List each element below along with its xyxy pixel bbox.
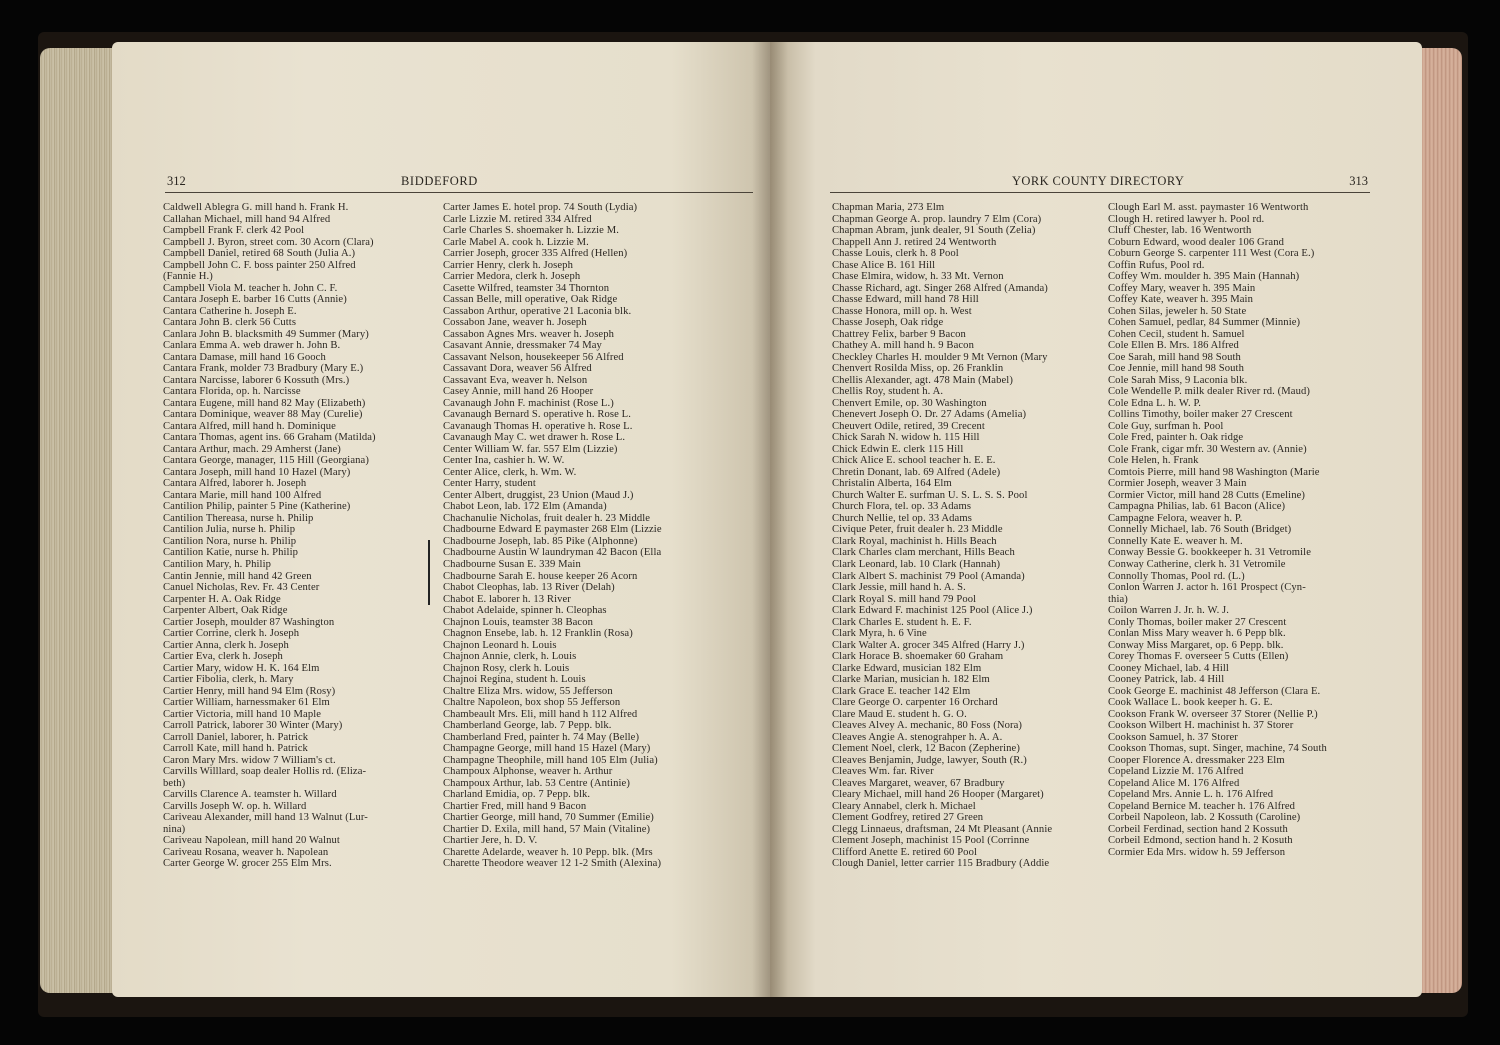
directory-entry: Cassabon Arthur, operative 21 Laconia blk. <box>443 305 632 317</box>
directory-entry: Connolly Thomas, Pool rd. (L.) <box>1108 570 1245 582</box>
directory-entry: Campbell Viola M. teacher h. John C. F. <box>163 282 338 294</box>
directory-entry: Cohen Samuel, pedlar, 84 Summer (Minnie) <box>1108 317 1301 329</box>
directory-entry: Carrier Henry, clerk h. Joseph <box>443 259 573 271</box>
directory-entry: beth) <box>163 777 186 789</box>
directory-entry: Chasse Richard, agt. Singer 268 Alfred (Amanda) <box>832 282 1048 294</box>
directory-entry: Carrier Medora, clerk h. Joseph <box>443 271 581 283</box>
directory-entry: Christalin Alberta, 164 Elm <box>832 478 952 490</box>
directory-entry: Chamberland Fred, painter h. 74 May (Belle) <box>443 731 640 743</box>
directory-entry: Cossabon Jane, weaver h. Joseph <box>443 317 587 329</box>
directory-entry: Caldwell Ablegra G. mill hand h. Frank H. <box>163 202 349 213</box>
book-spine <box>752 42 788 997</box>
directory-entry: Coffey Mary, weaver h. 395 Main <box>1108 282 1256 294</box>
directory-entry: Church Walter E. surfman U. S. L. S. S. Pool <box>832 489 1028 501</box>
directory-entry: Center Alice, clerk, h. Wm. W. <box>443 466 577 478</box>
directory-entry: Campagna Philias, lab. 61 Bacon (Alice) <box>1108 501 1286 513</box>
directory-entry: Chamberland George, lab. 7 Pepp. blk. <box>443 720 612 732</box>
right-page-column-2 <box>1108 202 1372 858</box>
directory-entry: Chabot Cleophas, lab. 13 River (Delah) <box>443 582 615 594</box>
directory-entry: Cavanaugh John F. machinist (Rose L.) <box>443 397 614 409</box>
directory-entry: Chick Alice E. school teacher h. E. E. <box>832 455 996 467</box>
directory-entry: Cleaves Margaret, weaver, 67 Bradbury <box>832 777 1005 789</box>
directory-entry: Chathey A. mill hand h. 9 Bacon <box>832 340 974 352</box>
directory-entry: Checkley Charles H. moulder 9 Mt Vernon (Mary <box>832 351 1048 363</box>
directory-entry: Chick Edwin E. clerk 115 Hill <box>832 443 964 455</box>
directory-entry: Canlara John B. blacksmith 49 Summer (Mary) <box>163 328 369 340</box>
directory-entry: Corbeil Edmond, section hand h. 2 Kosuth <box>1108 835 1293 847</box>
directory-entry: Conlon Warren J. actor h. 161 Prospect (Cyn- <box>1108 582 1306 594</box>
directory-entry: Cookson Frank W. overseer 37 Storer (Nellie P.) <box>1108 708 1318 720</box>
directory-entry: Chapman Maria, 273 Elm <box>832 202 945 213</box>
left-page-number: 312 <box>167 174 186 188</box>
directory-entry: Clare George O. carpenter 16 Orchard <box>832 697 998 709</box>
directory-entry: Cole Ellen B. Mrs. 186 Alfred <box>1108 340 1239 352</box>
directory-entry: Cormier Victor, mill hand 28 Cutts (Emeline) <box>1108 489 1306 501</box>
directory-entry: Casavant Annie, dressmaker 74 May <box>443 340 602 352</box>
directory-entry: Cantilion Philip, painter 5 Pine (Katherine) <box>163 501 351 513</box>
directory-entry: Chapman George A. prop. laundry 7 Elm (Cora) <box>832 213 1042 225</box>
directory-entry: Corbeil Ferdinad, section hand 2 Kossuth <box>1108 823 1288 835</box>
directory-entry: Charland Emidia, op. 7 Pepp. blk. <box>443 789 591 801</box>
directory-entry: Cavanaugh Bernard S. operative h. Rose L. <box>443 409 631 421</box>
directory-entry: Cleaves Wm. far. River <box>832 766 934 778</box>
directory-entry: Coffin Rufus, Pool rd. <box>1108 259 1205 271</box>
directory-entry: Chadbourne Susan E. 339 Main <box>443 558 581 570</box>
directory-entry: Collins Timothy, boiler maker 27 Crescent <box>1108 409 1293 421</box>
directory-entry: Carle Lizzie M. retired 334 Alfred <box>443 213 592 225</box>
directory-entry: Chagnon Ensebe, lab. h. 12 Franklin (Rosa) <box>443 628 633 640</box>
directory-entry: Cantara Alfred, mill hand h. Dominique <box>163 420 336 432</box>
directory-entry: Cartier William, harnessmaker 61 Elm <box>163 697 330 709</box>
directory-entry: Cantilion Nora, nurse h. Philip <box>163 535 297 547</box>
directory-entry: Cookson Samuel, h. 37 Storer <box>1108 731 1238 743</box>
directory-entry: Cassavant Dora, weaver 56 Alfred <box>443 363 592 375</box>
directory-entry: Carle Charles S. shoemaker h. Lizzie M. <box>443 225 619 237</box>
directory-entry: Campbell John C. F. boss painter 250 Alfred <box>163 259 356 271</box>
directory-entry: Carpenter Albert, Oak Ridge <box>163 605 288 617</box>
directory-entry: Cariveau Alexander, mill hand 13 Walnut (Lur- <box>163 812 368 824</box>
directory-entry: Clegg Linnaeus, draftsman, 24 Mt Pleasant (Annie <box>832 823 1053 835</box>
directory-entry: Cartier Henry, mill hand 94 Elm (Rosy) <box>163 685 336 697</box>
directory-entry: Clark Horace B. shoemaker 60 Graham <box>832 651 1004 663</box>
directory-entry: Cantara Catherine h. Joseph E. <box>163 305 297 317</box>
directory-entry: Conway Catherine, clerk h. 31 Vetromile <box>1108 558 1286 570</box>
directory-entry: Carvills Clarence A. teamster h. Willard <box>163 789 337 801</box>
directory-entry: Cole Sarah Miss, 9 Laconia blk. <box>1108 374 1248 386</box>
directory-entry: Chajnon Annie, clerk, h. Louis <box>443 651 577 663</box>
directory-entry: Carter George W. grocer 255 Elm Mrs. <box>163 858 332 870</box>
directory-entry: Carrier Joseph, grocer 335 Alfred (Hellen) <box>443 248 628 260</box>
directory-entry: Charette Adelarde, weaver h. 10 Pepp. blk. (Mrs <box>443 846 653 858</box>
directory-entry: Cartier Fibolia, clerk, h. Mary <box>163 674 294 686</box>
directory-entry: Chellis Roy, student h. A. <box>832 386 944 398</box>
directory-entry: Civique Peter, fruit dealer h. 23 Middle <box>832 524 1003 536</box>
directory-entry: Clement Joseph, machinist 15 Pool (Corrinne <box>832 835 1030 847</box>
directory-entry: Chajnon Leonard h. Louis <box>443 639 557 651</box>
directory-entry: Clement Noel, clerk, 12 Bacon (Zepherine) <box>832 743 1020 755</box>
directory-entry: Clark Royal, machinist h. Hills Beach <box>832 535 997 547</box>
directory-entry: Cantara Narcisse, laborer 6 Kossuth (Mrs.) <box>163 374 350 386</box>
directory-entry: Chadbourne Austin W laundryman 42 Bacon (Ella <box>443 547 662 559</box>
directory-entry: Center Albert, druggist, 23 Union (Maud J.) <box>443 489 634 501</box>
directory-entry: Carroll Daniel, laborer, h. Patrick <box>163 731 309 743</box>
directory-entry: Cartier Joseph, moulder 87 Washington <box>163 616 335 628</box>
directory-entry: Cartier Corrine, clerk h. Joseph <box>163 628 300 640</box>
directory-entry: Chick Sarah N. widow h. 115 Hill <box>832 432 980 444</box>
directory-entry: Chasse Edward, mill hand 78 Hill <box>832 294 979 306</box>
directory-entry: Campbell Frank F. clerk 42 Pool <box>163 225 305 237</box>
directory-entry: Chaltre Napoleon, box shop 55 Jefferson <box>443 697 621 709</box>
directory-entry: Church Nellie, tel op. 33 Adams <box>832 512 972 524</box>
directory-entry: Cantara Arthur, mach. 29 Amherst (Jane) <box>163 443 341 455</box>
directory-entry: Chasse Honora, mill op. h. West <box>832 305 972 317</box>
directory-entry: Coe Jennie, mill hand 98 South <box>1108 363 1245 375</box>
directory-entry: Cantara Joseph E. barber 16 Cutts (Annie) <box>163 294 347 306</box>
directory-entry: Cole Guy, surfman h. Pool <box>1108 420 1224 432</box>
directory-entry: Chapman Abram, junk dealer, 91 South (Zelia) <box>832 225 1036 237</box>
directory-entry: Chattrey Felix, barber 9 Bacon <box>832 328 966 340</box>
directory-entry: Chenvert Emile, op. 30 Washington <box>832 397 987 409</box>
directory-entry: Cleaves Benjamin, Judge, lawyer, South (R.) <box>832 754 1027 766</box>
directory-entry: Chachanulie Nicholas, fruit dealer h. 23 Middle <box>443 512 651 524</box>
right-page-column-1 <box>832 202 1104 870</box>
directory-entry: Chajnoi Regina, student h. Louis <box>443 674 586 686</box>
directory-entry: Corey Thomas F. overseer 5 Cutts (Ellen) <box>1108 651 1289 663</box>
directory-entry: Carroll Patrick, laborer 30 Winter (Mary) <box>163 720 343 732</box>
directory-entry: Chenevert Joseph O. Dr. 27 Adams (Amelia) <box>832 409 1027 421</box>
directory-entry: Chretin Donant, lab. 69 Alfred (Adele) <box>832 466 1001 478</box>
directory-entry: Chartier D. Exila, mill hand, 57 Main (Vitaline) <box>443 823 651 835</box>
directory-entry: Coffey Wm. moulder h. 395 Main (Hannah) <box>1108 271 1300 283</box>
directory-entry: Cartier Anna, clerk h. Joseph <box>163 639 289 651</box>
directory-entry: Chartier Jere, h. D. V. <box>443 835 538 847</box>
directory-entry: Clark Jessie, mill hand h. A. S. <box>832 582 966 594</box>
directory-entry: thia) <box>1108 593 1128 605</box>
directory-entry: Cantara Dominique, weaver 88 May (Curelie) <box>163 409 363 421</box>
directory-entry: Chartier George, mill hand, 70 Summer (Emilie) <box>443 812 654 824</box>
directory-entry: Cole Edna L. h. W. P. <box>1108 397 1202 409</box>
directory-entry: Cooney Patrick, lab. 4 Hill <box>1108 674 1225 686</box>
directory-entry: Clough Earl M. asst. paymaster 16 Wentworth <box>1108 202 1309 213</box>
directory-entry: Copeland Bernice M. teacher h. 176 Alfred <box>1108 800 1296 812</box>
directory-entry: Coburn George S. carpenter 111 West (Cora E.) <box>1108 248 1315 260</box>
directory-entry: Chajnon Rosy, clerk h. Louis <box>443 662 570 674</box>
directory-entry: Canuel Nicholas, Rev. Fr. 43 Center <box>163 582 320 594</box>
directory-entry: Cartier Mary, widow H. K. 164 Elm <box>163 662 320 674</box>
directory-entry: Conly Thomas, boiler maker 27 Crescent <box>1108 616 1287 628</box>
directory-entry: Cleaves Alvey A. mechanic, 80 Foss (Nora) <box>832 720 1023 732</box>
directory-entry: Chadbourne Joseph, lab. 85 Pike (Alphonne) <box>443 535 638 547</box>
directory-entry: Cartier Victoria, mill hand 10 Maple <box>163 708 322 720</box>
directory-entry: Center Ina, cashier h. W. W. <box>443 455 565 467</box>
directory-entry: Cantilion Mary, h. Philip <box>163 558 272 570</box>
directory-entry: Caron Mary Mrs. widow 7 William's ct. <box>163 754 336 766</box>
directory-entry: Copeland Mrs. Annie L. h. 176 Alfred <box>1108 789 1274 801</box>
directory-entry: Cassavant Eva, weaver h. Nelson <box>443 374 588 386</box>
directory-entry: Coburn Edward, wood dealer 106 Grand <box>1108 236 1284 248</box>
directory-entry: Cantara Alfred, laborer h. Joseph <box>163 478 307 490</box>
directory-entry: Cartier Eva, clerk h. Joseph <box>163 651 283 663</box>
directory-entry: Clark Leonard, lab. 10 Clark (Hannah) <box>832 558 1001 570</box>
directory-entry: Chabot E. laborer h. 13 River <box>443 593 571 605</box>
directory-entry: Clifford Anette E. retired 60 Pool <box>832 846 978 858</box>
directory-entry: Chasse Joseph, Oak ridge <box>832 317 944 329</box>
directory-entry: Cassavant Nelson, housekeeper 56 Alfred <box>443 351 624 363</box>
directory-entry: Cleaves Angie A. stenograhper h. A. A. <box>832 731 1003 743</box>
directory-entry: Cooney Michael, lab. 4 Hill <box>1108 662 1229 674</box>
directory-entry: Connelly Michael, lab. 76 South (Bridget) <box>1108 524 1292 536</box>
directory-entry: Chaltre Eliza Mrs. widow, 55 Jefferson <box>443 685 613 697</box>
directory-entry: Cantilion Thereasa, nurse h. Philip <box>163 512 314 524</box>
directory-entry: Conlan Miss Mary weaver h. 6 Pepp blk. <box>1108 628 1286 640</box>
directory-entry: Carle Mabel A. cook h. Lizzie M. <box>443 236 589 248</box>
directory-entry: Charette Theodore weaver 12 1-2 Smith (Alexina) <box>443 858 662 870</box>
directory-entry: Clare Maud E. student h. G. O. <box>832 708 967 720</box>
directory-entry: Chabot Leon, lab. 172 Elm (Amanda) <box>443 501 607 513</box>
marginal-rule <box>428 540 430 605</box>
directory-entry: Chenvert Rosilda Miss, op. 26 Franklin <box>832 363 1004 375</box>
directory-entry: Cantara Florida, op. h. Narcisse <box>163 386 301 398</box>
directory-entry: Carvills Willlard, soap dealer Hollis rd. (Eliza- <box>163 766 367 778</box>
directory-entry: Cormier Joseph, weaver 3 Main <box>1108 478 1247 490</box>
directory-entry: Coe Sarah, mill hand 98 South <box>1108 351 1241 363</box>
directory-entry: Carvills Joseph W. op. h. Willard <box>163 800 307 812</box>
directory-entry: Canlara Emma A. web drawer h. John B. <box>163 340 341 352</box>
directory-entry: Cluff Chester, lab. 16 Wentworth <box>1108 225 1252 237</box>
directory-entry: Cohen Silas, jeweler h. 50 State <box>1108 305 1247 317</box>
directory-entry: Cassabon Agnes Mrs. weaver h. Joseph <box>443 328 615 340</box>
directory-entry: Cantara George, manager, 115 Hill (Georgiana) <box>163 455 369 467</box>
directory-entry: Cantara Frank, molder 73 Bradbury (Mary E.) <box>163 363 364 375</box>
directory-entry: Church Flora, tel. op. 33 Adams <box>832 501 972 513</box>
directory-entry: (Fannie H.) <box>163 271 213 283</box>
directory-entry: Carter James E. hotel prop. 74 South (Lydia) <box>443 202 638 213</box>
directory-entry: Copeland Lizzie M. 176 Alfred <box>1108 766 1244 778</box>
directory-entry: Coilon Warren J. Jr. h. W. J. <box>1108 605 1230 617</box>
directory-entry: Chambeault Mrs. Eli, mill hand h 112 Alfred <box>443 708 638 720</box>
directory-entry: Clarke Edward, musician 182 Elm <box>832 662 982 674</box>
directory-entry: Cariveau Rosana, weaver h. Napolean <box>163 846 329 858</box>
right-page-number: 313 <box>1349 174 1368 188</box>
directory-entry: Conway Bessie G. bookkeeper h. 31 Vetromile <box>1108 547 1311 559</box>
directory-entry: Campbell Daniel, retired 68 South (Julia A.) <box>163 248 356 260</box>
directory-entry: Campbell J. Byron, street com. 30 Acorn (Clara) <box>163 236 374 248</box>
directory-entry: Chase Elmira, widow, h. 33 Mt. Vernon <box>832 271 1004 283</box>
directory-entry: Clark Charles E. student h. E. F. <box>832 616 972 628</box>
directory-entry: Clough H. retired lawyer h. Pool rd. <box>1108 213 1265 225</box>
directory-entry: Cleary Michael, mill hand 26 Hooper (Margaret) <box>832 789 1044 801</box>
directory-entry: Chabot Adelaide, spinner h. Cleophas <box>443 605 607 617</box>
directory-entry: Casette Wilfred, teamster 34 Thornton <box>443 282 610 294</box>
directory-entry: Carroll Kate, mill hand h. Patrick <box>163 743 308 755</box>
directory-entry: Cook George E. machinist 48 Jefferson (Clara E. <box>1108 685 1321 697</box>
directory-entry: Copeland Alice M. 176 Alfred <box>1108 777 1240 789</box>
directory-entry: Cantara John B. clerk 56 Cutts <box>163 317 297 329</box>
directory-entry: Cole Fred, painter h. Oak ridge <box>1108 432 1244 444</box>
directory-entry: Clark Albert S. machinist 79 Pool (Amanda) <box>832 570 1025 582</box>
directory-entry: Cavanaugh Thomas H. operative h. Rose L. <box>443 420 633 432</box>
directory-entry: Cookson Thomas, supt. Singer, machine, 74 South <box>1108 743 1327 755</box>
directory-entry: Callahan Michael, mill hand 94 Alfred <box>163 213 331 225</box>
directory-entry: Clark Charles clam merchant, Hills Beach <box>832 547 1015 559</box>
directory-entry: Cantilion Julia, nurse h. Philip <box>163 524 296 536</box>
directory-entry: Cole Helen, h. Frank <box>1108 455 1199 467</box>
directory-entry: Cohen Cecil, student h. Samuel <box>1108 328 1245 340</box>
directory-entry: Carpenter H. A. Oak Ridge <box>163 593 281 605</box>
directory-entry: Comtois Pierre, mill hand 98 Washington (Marie <box>1108 466 1320 478</box>
directory-entry: Cole Frank, cigar mfr. 30 Western av. (Annie) <box>1108 443 1307 455</box>
directory-entry: Cantilion Katie, nurse h. Philip <box>163 547 299 559</box>
directory-entry: nina) <box>163 823 186 835</box>
page-edges-left <box>40 48 122 993</box>
directory-entry: Clarke Marian, musician h. 182 Elm <box>832 674 990 686</box>
directory-entry: Cantara Thomas, agent ins. 66 Graham (Matilda) <box>163 432 376 444</box>
directory-entry: Champoux Arthur, lab. 53 Centre (Antinie) <box>443 777 630 789</box>
directory-entry: Cleary Annabel, clerk h. Michael <box>832 800 976 812</box>
directory-entry: Cassan Belle, mill operative, Oak Ridge <box>443 294 618 306</box>
right-page-header <box>830 172 1370 193</box>
directory-entry: Chasse Louis, clerk h. 8 Pool <box>832 248 959 260</box>
directory-entry: Corbeil Napoleon, lab. 2 Kossuth (Caroline) <box>1108 812 1301 824</box>
directory-entry: Cole Wendelle P. milk dealer River rd. (Maud) <box>1108 386 1311 398</box>
directory-entry: Cavanaugh May C. wet drawer h. Rose L. <box>443 432 626 444</box>
directory-entry: Center William W. far. 557 Elm (Lizzie) <box>443 443 618 455</box>
directory-entry: Champoux Alphonse, weaver h. Arthur <box>443 766 613 778</box>
left-page-column-1 <box>163 202 433 870</box>
directory-entry: Cook Wallace L. book keeper h. G. E. <box>1108 697 1273 709</box>
directory-entry: Clough Daniel, letter carrier 115 Bradbury (Addie <box>832 858 1050 870</box>
directory-entry: Cantara Damase, mill hand 16 Gooch <box>163 351 326 363</box>
directory-entry: Cantara Eugene, mill hand 82 May (Elizabeth) <box>163 397 366 409</box>
directory-entry: Clark Grace E. teacher 142 Elm <box>832 685 971 697</box>
directory-entry: Clark Royal S. mill hand 79 Pool <box>832 593 977 605</box>
directory-entry: Clark Edward F. machinist 125 Pool (Alice J.) <box>832 605 1033 617</box>
directory-entry: Chase Alice B. 161 Hill <box>832 259 936 271</box>
directory-entry: Conway Miss Margaret, op. 6 Pepp. blk. <box>1108 639 1284 651</box>
directory-entry: Casey Annie, mill hand 26 Hooper <box>443 386 594 398</box>
directory-entry: Champagne George, mill hand 15 Hazel (Mary) <box>443 743 651 755</box>
left-page-header <box>165 172 753 193</box>
directory-entry: Cormier Eda Mrs. widow h. 59 Jefferson <box>1108 846 1286 858</box>
directory-entry: Cantara Joseph, mill hand 10 Hazel (Mary) <box>163 466 351 478</box>
directory-entry: Cantara Marie, mill hand 100 Alfred <box>163 489 322 501</box>
directory-entry: Cantin Jennie, mill hand 42 Green <box>163 570 312 582</box>
directory-entry: Campagne Felora, weaver h. P. <box>1108 512 1243 524</box>
left-page-column-2 <box>443 202 713 870</box>
directory-entry: Clark Myra, h. 6 Vine <box>832 628 927 640</box>
directory-entry: Coffey Kate, weaver h. 395 Main <box>1108 294 1253 306</box>
left-running-head: BIDDEFORD <box>401 174 478 188</box>
directory-entry: Cariveau Napolean, mill hand 20 Walnut <box>163 835 340 847</box>
directory-entry: Cooper Florence A. dressmaker 223 Elm <box>1108 754 1285 766</box>
directory-entry: Chadbourne Edward E paymaster 268 Elm (Lizzie <box>443 524 662 536</box>
directory-entry: Chartier Fred, mill hand 9 Bacon <box>443 800 587 812</box>
directory-entry: Chajnon Louis, teamster 38 Bacon <box>443 616 594 628</box>
directory-entry: Champagne Theophile, mill hand 105 Elm (Julia) <box>443 754 658 766</box>
directory-entry: Chappell Ann J. retired 24 Wentworth <box>832 236 997 248</box>
directory-entry: Connelly Kate E. weaver h. M. <box>1108 535 1243 547</box>
directory-entry: Cheuvert Odile, retired, 39 Crecent <box>832 420 985 432</box>
right-running-head: YORK COUNTY DIRECTORY <box>1012 174 1185 188</box>
directory-entry: Chadbourne Sarah E. house keeper 26 Acorn <box>443 570 638 582</box>
directory-entry: Chellis Alexander, agt. 478 Main (Mabel) <box>832 374 1013 386</box>
directory-entry: Clark Walter A. grocer 345 Alfred (Harry J.) <box>832 639 1025 651</box>
directory-entry: Clement Godfrey, retired 27 Green <box>832 812 984 824</box>
directory-entry: Center Harry, student <box>443 478 536 490</box>
page-edges-right <box>1418 48 1462 993</box>
directory-entry: Cookson Wilbert H. machinist h. 37 Storer <box>1108 720 1294 732</box>
